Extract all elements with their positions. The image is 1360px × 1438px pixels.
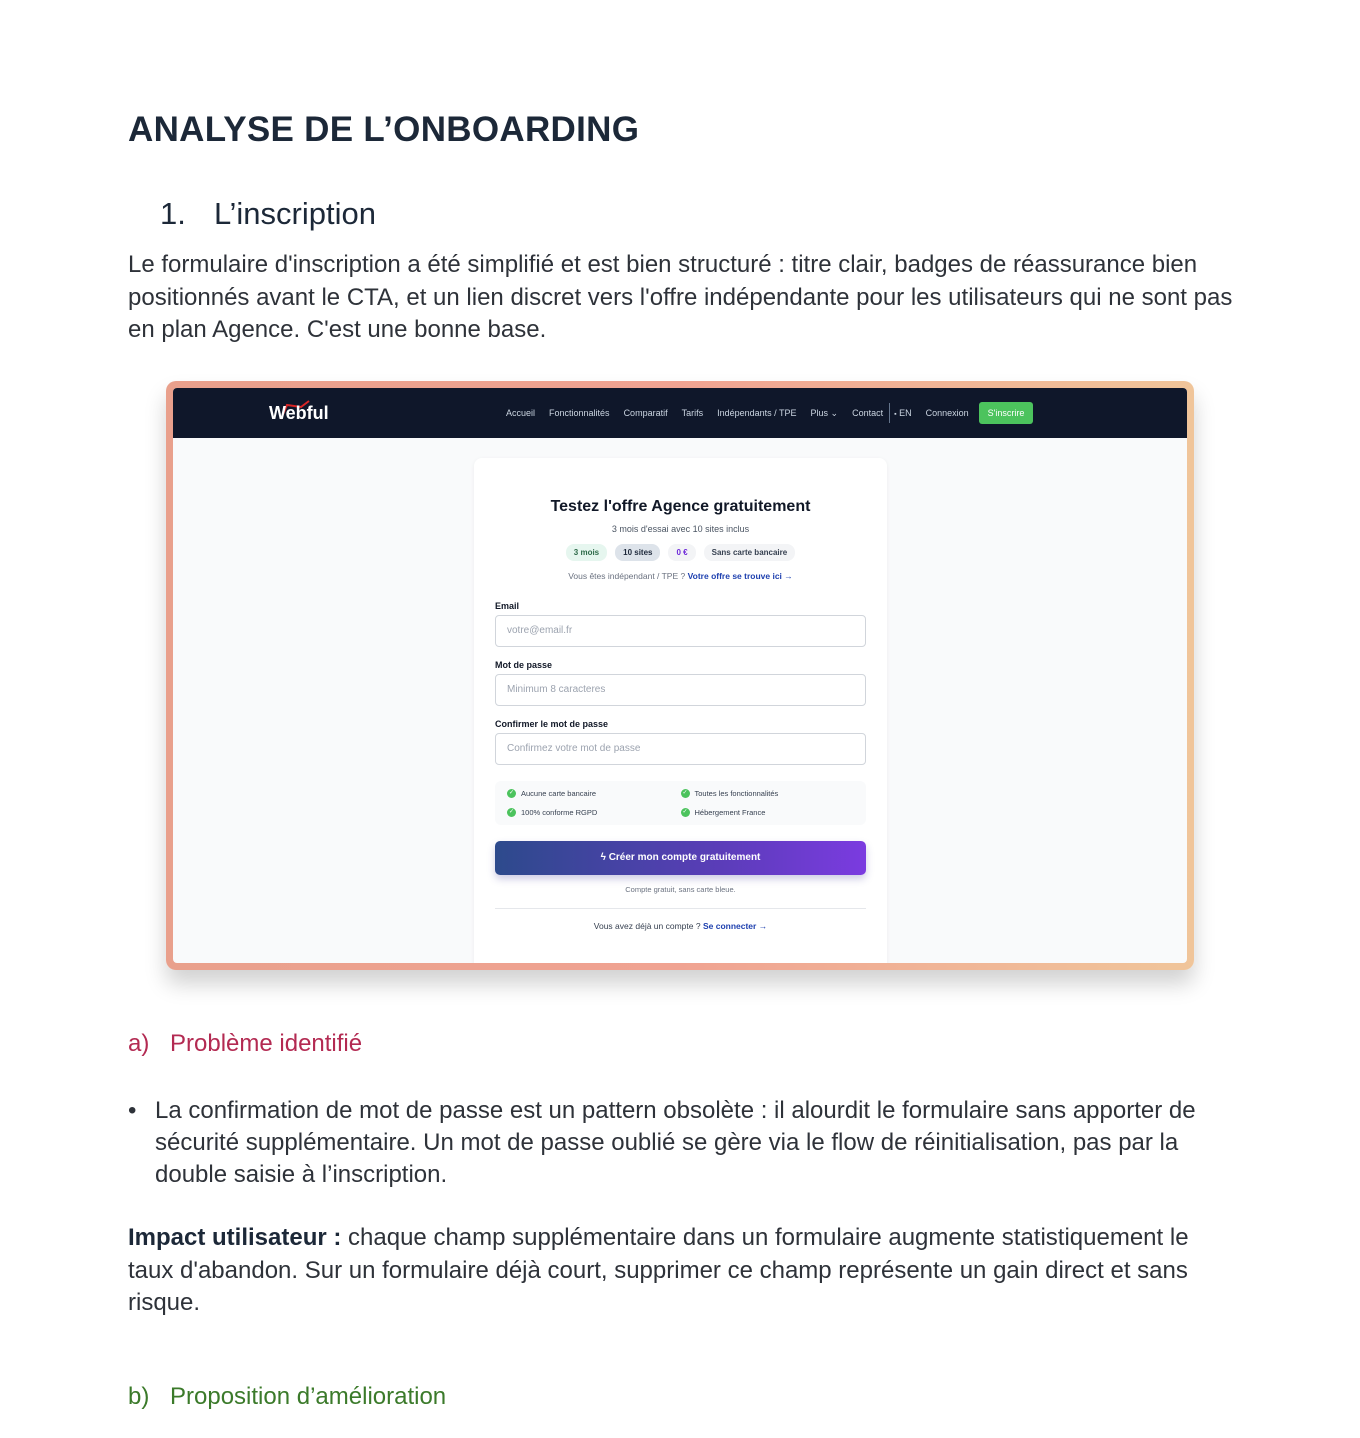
nav-tarifs[interactable]: Tarifs bbox=[681, 408, 704, 418]
card-subtitle: 3 mois d'essai avec 10 sites inclus bbox=[611, 524, 750, 534]
problem-bullet: • La confirmation de mot de passe est un pattern obsolète : il alourdit le formulaire sans apporter de sécurité supplémentaire. Un mot de passe oublié se gère via le flow de réinitialisation, pas par la double saisie à l’inscription. bbox=[128, 1095, 1228, 1191]
check-label: Toutes les fonctionnalités bbox=[694, 789, 779, 798]
check-circle-icon: ✓ bbox=[508, 790, 515, 796]
proposal-heading bbox=[128, 1383, 446, 1411]
badge-no-card: Sans carte bancaire bbox=[704, 544, 796, 561]
check-item bbox=[507, 808, 681, 817]
proposal-title: Proposition d’amélioration bbox=[170, 1383, 447, 1410]
confirm-password-field[interactable]: Confirmez votre mot de passe bbox=[495, 733, 866, 765]
reassurance-list bbox=[495, 781, 866, 825]
proposal-letter: b) bbox=[128, 1383, 150, 1410]
cta-note: Compte gratuit, sans carte bleue. bbox=[625, 885, 736, 894]
problem-heading bbox=[128, 1030, 362, 1058]
impact-text: chaque champ supplémentaire dans un formulaire augmente statistiquement le taux d'abandon. Sur un formulaire déjà court, supprimer ce champ représente un gain direct et sans risque. bbox=[128, 1224, 1189, 1316]
problem-letter: a) bbox=[128, 1030, 150, 1057]
check-circle-icon: ✓ bbox=[682, 809, 688, 815]
confirm-password-label: Confirmer le mot de passe bbox=[495, 719, 609, 729]
logo bbox=[269, 403, 329, 424]
section-heading bbox=[160, 196, 376, 232]
badge-10-sites: 10 sites bbox=[615, 544, 660, 561]
uk-flag-icon: ▪ bbox=[894, 411, 897, 418]
cta-label: Créer mon compte gratuitement bbox=[608, 852, 761, 863]
badge-3-mois: 3 mois bbox=[566, 544, 607, 561]
problem-title: Problème identifié bbox=[170, 1030, 363, 1057]
email-label: Email bbox=[495, 601, 520, 611]
check-label: Aucune carte bancaire bbox=[521, 789, 597, 798]
logo-text: Webful bbox=[269, 403, 329, 423]
intro-paragraph: Le formulaire d'inscription a été simplifié et est bien structuré : titre clair, badges de réassurance bien positionnés avant le CTA, et un lien discret vers l'offre indépendante pour les utilisateurs qui ne sont pas en plan Agence. C'est une bonne base. bbox=[128, 251, 1233, 343]
password-field[interactable]: Minimum 8 caracteres bbox=[495, 674, 866, 706]
email-field[interactable]: votre@email.fr bbox=[495, 615, 866, 647]
has-account-text: Vous avez déjà un compte ? bbox=[593, 921, 701, 931]
password-label: Mot de passe bbox=[495, 660, 553, 670]
divider bbox=[495, 908, 866, 909]
nav-contact[interactable]: Contact bbox=[852, 408, 884, 418]
badge-price: 0 € bbox=[668, 544, 695, 561]
nav-fonctionnalites[interactable]: Fonctionnalités bbox=[549, 408, 610, 418]
check-item bbox=[507, 789, 681, 798]
section-title: L’inscription bbox=[214, 196, 376, 231]
nav-plus-label: Plus bbox=[810, 407, 829, 418]
check-item bbox=[681, 789, 855, 798]
independent-text: Vous êtes indépendant / TPE ? bbox=[568, 571, 686, 581]
nav-comparatif[interactable]: Comparatif bbox=[623, 408, 668, 418]
language-switch[interactable] bbox=[894, 408, 912, 418]
chevron-down-icon: ⌄ bbox=[830, 407, 839, 418]
check-label: 100% conforme RGPD bbox=[521, 808, 598, 817]
signup-button[interactable]: S'inscrire bbox=[979, 402, 1034, 424]
screenshot-frame bbox=[166, 381, 1194, 970]
signup-card bbox=[474, 458, 887, 963]
signup-screenshot bbox=[173, 388, 1187, 963]
independent-offer-link[interactable]: Votre offre se trouve ici → bbox=[687, 571, 793, 581]
check-label: Hébergement France bbox=[694, 808, 766, 817]
impact-label: Impact utilisateur : bbox=[128, 1224, 342, 1251]
check-circle-icon: ✓ bbox=[682, 790, 688, 796]
nav-divider bbox=[889, 403, 890, 423]
create-account-button[interactable] bbox=[495, 841, 866, 875]
card-title: Testez l'offre Agence gratuitement bbox=[550, 498, 811, 515]
login-link[interactable]: Se connecter → bbox=[702, 921, 768, 931]
impact-paragraph bbox=[128, 1222, 1238, 1320]
nav-connexion[interactable]: Connexion bbox=[925, 408, 969, 418]
nav-plus[interactable] bbox=[811, 408, 839, 419]
check-circle-icon: ✓ bbox=[508, 809, 515, 815]
navbar bbox=[173, 388, 1187, 438]
section-number: 1. bbox=[160, 196, 186, 231]
check-item bbox=[681, 808, 855, 817]
nav-independants[interactable]: Indépendants / TPE bbox=[717, 408, 797, 418]
nav-accueil[interactable]: Accueil bbox=[506, 408, 536, 418]
page-title: ANALYSE DE L’ONBOARDING bbox=[128, 110, 640, 149]
lightning-icon: ϟ bbox=[600, 852, 606, 863]
language-label: EN bbox=[899, 408, 912, 418]
